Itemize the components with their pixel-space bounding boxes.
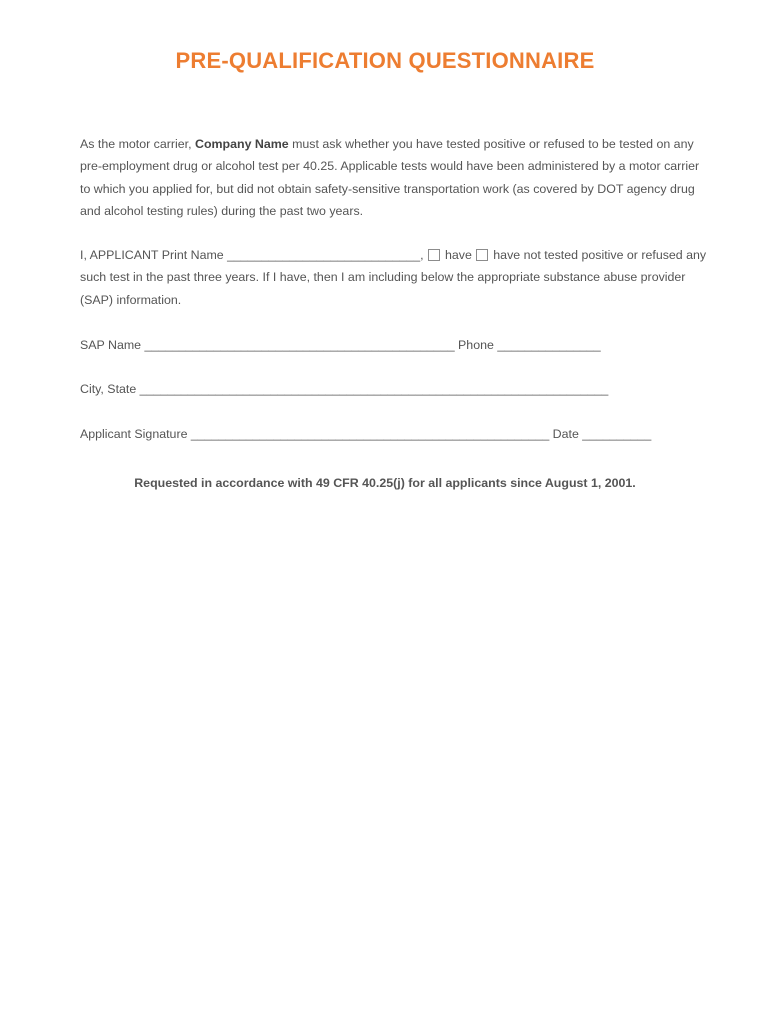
sap-name-phone-field[interactable]: SAP Name _____________________________________________ Phone _______________ <box>80 338 601 352</box>
intro-paragraph <box>80 133 720 222</box>
city-state-field[interactable]: City, State ____________________________________________________________________ <box>80 382 609 396</box>
intro-line-2: pre-employment drug or alcohol test per 40.25. Applicable tests would have been administered by a motor carrier <box>80 159 700 174</box>
page-title: PRE-QUALIFICATION QUESTIONNAIRE <box>175 48 595 73</box>
applicant-print-name-field[interactable]: I, APPLICANT Print Name ____________________________, <box>80 248 424 262</box>
intro-line-1-rest: must ask whether you have tested positive or refused to be tested on any <box>288 137 694 151</box>
have-not-checkbox[interactable] <box>476 249 488 261</box>
have-not-label: have not tested positive or refused any <box>489 248 707 262</box>
signature-date-field[interactable]: Applicant Signature ____________________________________________________ Date __________ <box>80 427 652 441</box>
intro-line-3: to which you applied for, but did not obtain safety-sensitive transportation work (as covered by DOT agency drug <box>80 181 695 196</box>
company-name: Company Name <box>195 137 289 151</box>
have-checkbox[interactable] <box>428 249 440 261</box>
applicant-paragraph <box>80 244 720 311</box>
applicant-line-2: such test in the past three years. If I have, then I am including below the appropriate substance abuse provider <box>80 270 686 285</box>
intro-line-4: and alcohol testing rules) during the past two years. <box>80 203 364 218</box>
regulation-footnote: Requested in accordance with 49 CFR 40.25(j) for all applicants since August 1, 2001. <box>134 476 636 490</box>
applicant-line-1 <box>80 244 720 266</box>
applicant-line-3: (SAP) information. <box>80 292 182 307</box>
have-label: have <box>441 248 472 262</box>
intro-prefix: As the motor carrier, <box>80 137 195 151</box>
intro-line-1 <box>80 133 720 155</box>
